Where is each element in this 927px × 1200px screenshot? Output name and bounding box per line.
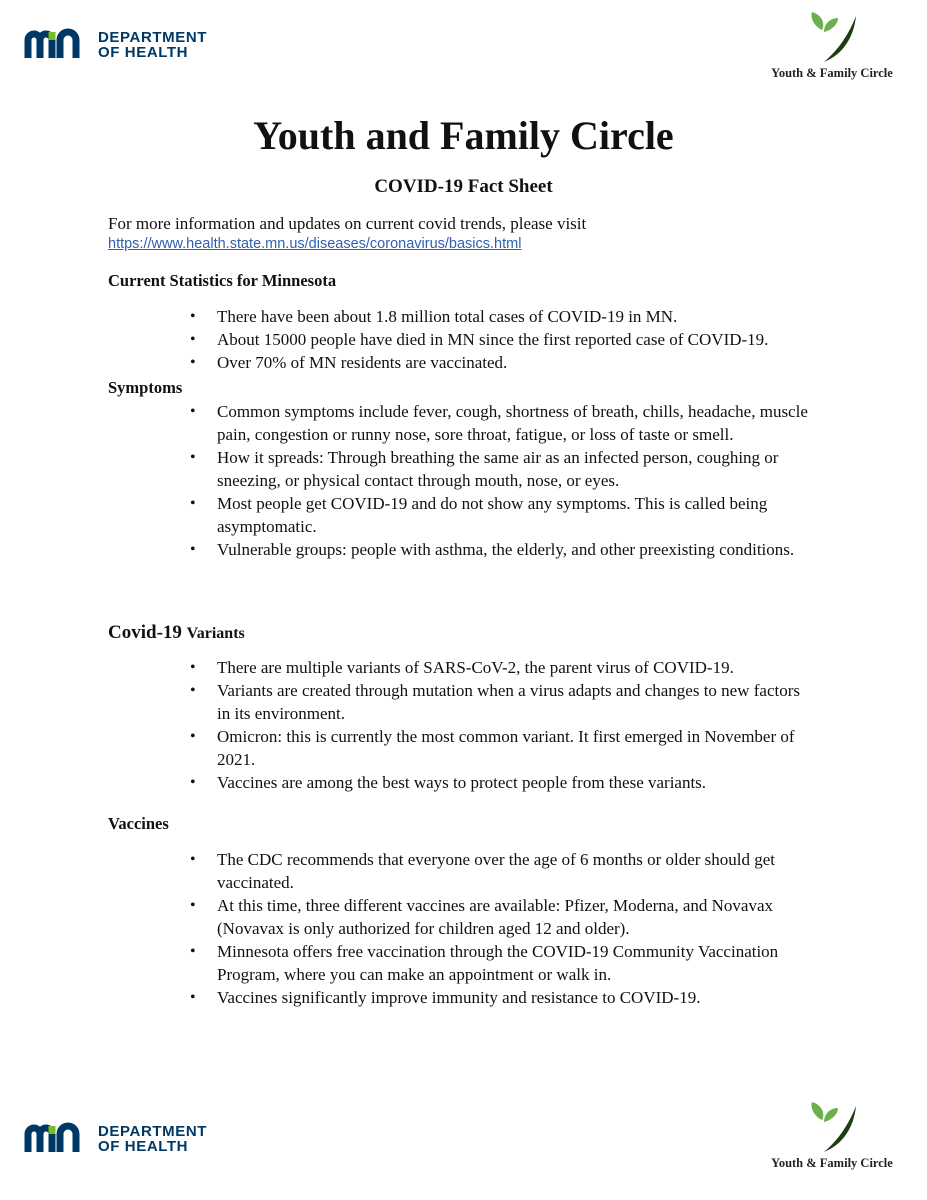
page-subtitle: COVID-19 Fact Sheet — [374, 176, 553, 197]
list-item: • Variants are created through mutation when a virus adapts and changes to new factors in its environment. — [108, 679, 817, 725]
list-item: • Over 70% of MN residents are vaccinated. — [108, 351, 817, 374]
statistics-list — [108, 305, 828, 374]
vaccines-list — [108, 848, 828, 1009]
symptoms-section — [108, 378, 828, 561]
intro — [108, 213, 828, 255]
yfc-logo-footer — [752, 1100, 912, 1171]
mdh-logo-line2: OF HEALTH — [98, 1138, 189, 1155]
mn-logo-icon — [24, 1122, 90, 1156]
list-item: • Common symptoms include fever, cough, shortness of breath, chills, headache, muscle pain, congestion or runny nose, sore throat, fatigue, or loss of taste or smell. — [108, 400, 817, 446]
mdh-logo-line1: DEPARTMENT — [98, 1123, 208, 1140]
list-item: • There are multiple variants of SARS-CoV-2, the parent virus of COVID-19. — [108, 656, 817, 679]
mdh-logo-footer — [24, 1122, 207, 1156]
list-item: • There have been about 1.8 million total cases of COVID-19 in MN. — [108, 305, 817, 328]
variants-list — [108, 656, 828, 794]
mdh-logo-header — [24, 28, 207, 62]
list-item: • Minnesota offers free vaccination through the COVID-19 Community Vaccination Program, where you can make an appointment or walk in. — [108, 940, 817, 986]
symptoms-heading: Symptoms — [108, 378, 183, 397]
statistics-section — [108, 271, 828, 374]
info-link[interactable]: https://www.health.state.mn.us/diseases/coronavirus/basics.html — [108, 236, 522, 252]
leaf-logo-icon — [804, 1100, 860, 1154]
yfc-logo-text: Youth & Family Circle — [771, 1156, 893, 1170]
list-item: • Vaccines are among the best ways to protect people from these variants. — [108, 771, 817, 794]
list-item: • At this time, three different vaccines are available: Pfizer, Moderna, and Novavax (Novavax is only authorized for children aged 12 and older). — [108, 894, 817, 940]
variants-heading-main: Covid-19 — [108, 622, 182, 643]
mn-logo-icon — [24, 28, 90, 62]
mdh-logo-line2: OF HEALTH — [98, 44, 189, 61]
page-title: Youth and Family Circle — [253, 113, 674, 158]
vaccines-section — [108, 814, 828, 1009]
variants-heading — [108, 622, 828, 644]
leaf-logo-icon — [804, 10, 860, 64]
list-item: • Most people get COVID-19 and do not show any symptoms. This is called being asymptomatic. — [108, 492, 817, 538]
intro-text: For more information and updates on current covid trends, please visit — [108, 214, 587, 233]
variants-section — [108, 622, 828, 794]
list-item: • Vaccines significantly improve immunity and resistance to COVID-19. — [108, 986, 817, 1009]
vaccines-heading: Vaccines — [108, 814, 169, 833]
yfc-logo-header — [752, 10, 912, 81]
list-item: • Omicron: this is currently the most common variant. It first emerged in November of 2021. — [108, 725, 817, 771]
statistics-heading: Current Statistics for Minnesota — [108, 271, 337, 290]
list-item: • About 15000 people have died in MN since the first reported case of COVID-19. — [108, 328, 817, 351]
mdh-logo-line1: DEPARTMENT — [98, 29, 208, 46]
list-item: • How it spreads: Through breathing the same air as an infected person, coughing or sneezing, or physical contact through mouth, nose, or eyes. — [108, 446, 817, 492]
list-item: • The CDC recommends that everyone over the age of 6 months or older should get vaccinated. — [108, 848, 817, 894]
list-item: • Vulnerable groups: people with asthma, the elderly, and other preexisting conditions. — [108, 538, 817, 561]
yfc-logo-text: Youth & Family Circle — [771, 66, 893, 80]
symptoms-list — [108, 400, 828, 561]
variants-heading-sub: Variants — [186, 625, 245, 642]
